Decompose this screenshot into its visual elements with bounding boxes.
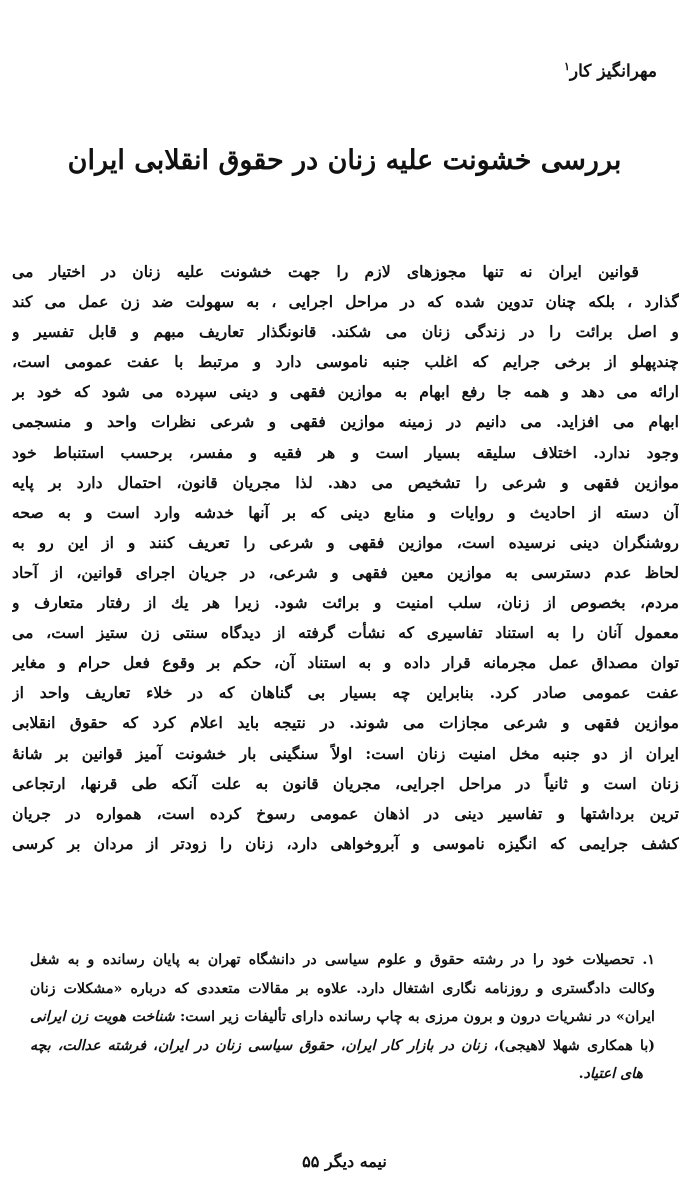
footnote-line (30, 1032, 655, 1061)
footnote-period: . (578, 1066, 584, 1082)
footnote-line (30, 1003, 655, 1032)
article-title: بررسی خشونت علیه زنان در حقوق انقلابی ایران (67, 145, 622, 176)
book-title: های اعتیاد (583, 1066, 643, 1082)
body-line: عفت عمومی صادر کرد. بنابراین چه بسیار بی گناهان که در خلاء تعاریف واحد از (12, 683, 679, 703)
footnote-line (30, 1060, 655, 1089)
body-line: مردم، بخصوص از زنان، سلب امنیت و برائت شود. زیرا هر یك از رفتار متعارف و (12, 593, 679, 613)
author-name-text: مهرانگیز کار (569, 61, 657, 82)
body-line: وجود ندارد. اختلاف سلیقه بسیار است و هر فقیه و مفسر، برحسب استنباط خود (12, 442, 679, 462)
book-title: شناخت هویت زن ایرانی (30, 1009, 175, 1025)
body-line: روشنگران دینی نرسیده است، موازین فقهی و شرعی را تعریف کنند و از این رو به (12, 532, 679, 552)
author-name (564, 60, 657, 82)
body-line: موازین فقهی و شرعی را تشخیص می دهد. لذا مجریان قانون، احتمال دارد بر پایه (12, 472, 679, 492)
footnote (30, 946, 655, 1089)
footnote-line-text: ایران» در نشریات درون و برون مرزی به چاپ رسانده دارای تألیفات زیر است: (180, 1009, 655, 1025)
body-line: معمول آنان را به استناد تفاسیری که نشأت گرفته از دیدگاه سنتی زن ستیز است، می (12, 623, 679, 643)
body-line: چندپهلو از برخی جرایم که اغلب جنبه ناموسی دارد و مرتبط با عفت عمومی است، (12, 352, 679, 372)
footnote-line: ۱. تحصیلات خود را در رشته حقوق و علوم سیاسی در دانشگاه تهران به پایان رسانده و به شغل (30, 952, 655, 968)
book-title: فرشته عدالت، بچه (30, 1037, 147, 1054)
page-footer: نیمه دیگر ۵۵ (302, 1152, 387, 1171)
book-title: حقوق سیاسی زنان در ایران (157, 1037, 334, 1054)
body-line: ایران از دو جنبه مخل امنیت زنان است: اولاً سنگینی بار خشونت آمیز قوانین بر شانۀ (12, 743, 679, 763)
footnote-separator: ، (146, 1037, 158, 1054)
footnote-separator: ، (333, 1037, 346, 1054)
body-line: ارائه می دهد و همه جا رفع ابهام به موازین فقهی و دینی سپرده می شود که خود بر (12, 382, 679, 402)
footnote-text: (با همکاری شهلا لاهیجی)، (486, 1037, 655, 1054)
footnote-line: وکالت دادگستری و روزنامه نگاری اشتغال دارد. علاوه بر مقالات متعددی که درباره «مشکلات زنان (30, 980, 655, 997)
book-title: زنان در بازار کار ایران (345, 1037, 487, 1054)
body-line: ترین برداشتها و تفاسیر دینی در اذهان عمومی رسوخ کرده است، همواره در جریان (12, 803, 679, 823)
body-line: گذارد ، بلکه چنان تدوین شده که در مراحل اجرایی ، به سهولت ضد زن عمل می کند (12, 292, 679, 312)
body-text (12, 257, 679, 859)
body-line: آن دسته از احادیث و روایات و منابع دینی که بر آنها خدشه وارد است و به صحه (12, 502, 679, 522)
body-line: توان مصداق عمل مجرمانه قرار داده و به استناد آن، حکم بر وقوع فعل حرام و مغایر (12, 653, 679, 673)
body-line: ابهام می افزاید. می دانیم در زمینه موازین فقهی و شرعی نظرات واحد و منسجمی (12, 412, 679, 432)
body-line: لحاظ عدم دسترسی به موازین معین فقهی و شرعی، در جریان اجرای قوانین، از آحاد (12, 562, 679, 582)
body-line: و اصل برائت را در زندگی زنان می شکند. قانونگذار تعاریف مبهم و قابل تفسیر و (12, 322, 679, 342)
author-footnote-marker: ۱ (564, 60, 570, 73)
body-line: زنان است و ثانیاً در مراحل اجرایی، مجریان قانون به علت آنکه طی قرنها، ارتجاعی (12, 773, 679, 793)
body-line: کشف جرایمی که انگیزه ناموسی و آبروخواهی دارد، زنان را زودتر از مردان بر کرسی (12, 833, 679, 853)
body-line: موازین فقهی و شرعی مجازات می شوند. در نتیجه باید اعلام کرد که حقوق انقلابی (12, 713, 679, 733)
body-line: قوانین ایران نه تنها مجوزهای لازم را جهت خشونت علیه زنان در اختیار می (12, 262, 639, 281)
